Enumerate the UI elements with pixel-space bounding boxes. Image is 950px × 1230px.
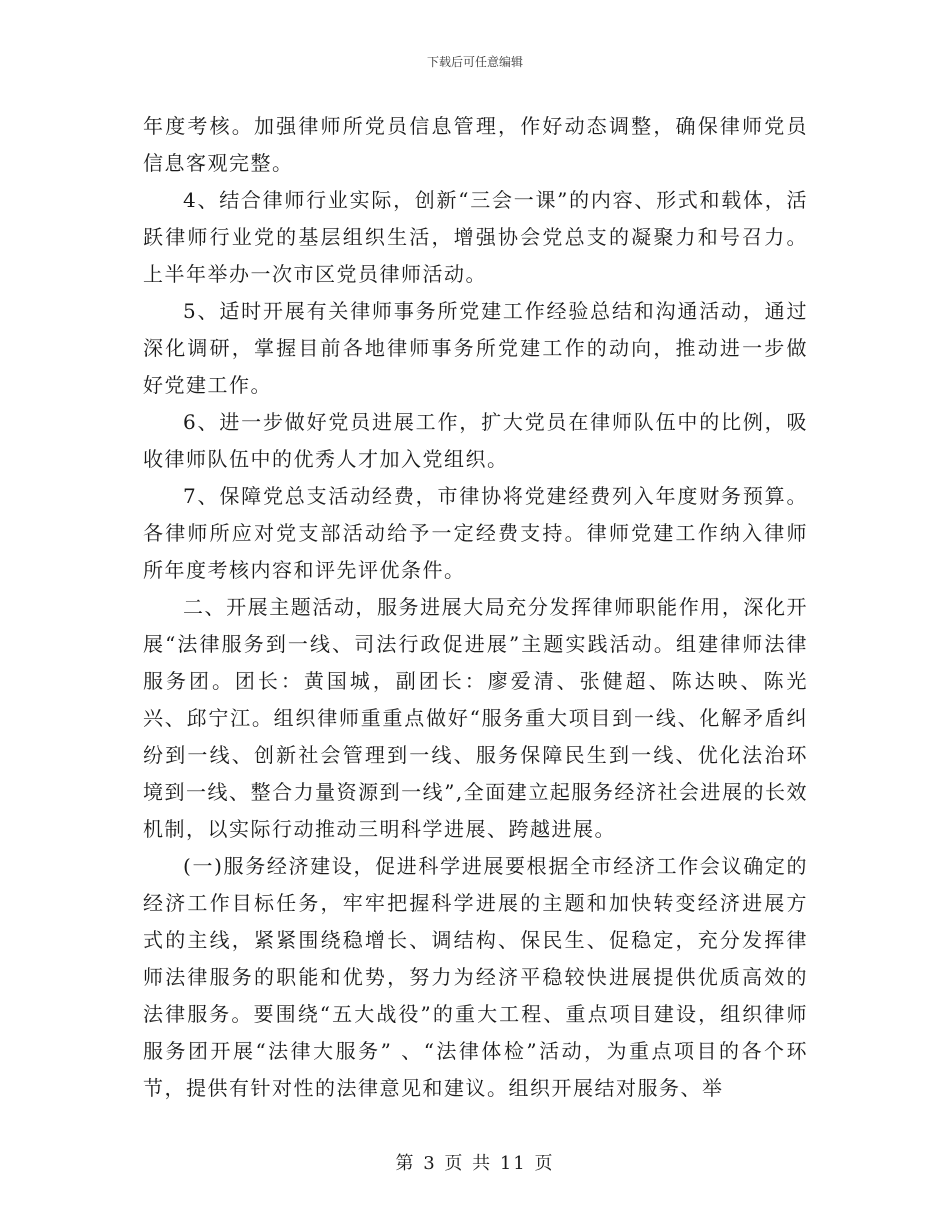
- page-number: 第 3 页 共 11 页: [395, 1153, 555, 1174]
- paragraph: 7、保障党总支活动经费，市律协将党建经费列入年度财务预算。各律师所应对党支部活动给予一定经费支持。律师党建工作纳入律师所年度考核内容和评先评优条件。: [143, 484, 808, 582]
- paragraph: 4、结合律师行业实际，创新“三会一课”的内容、形式和载体，活跃律师行业党的基层组织生活，增强协会党总支的凝聚力和号召力。 上半年举办一次市区党员律师活动。: [143, 188, 808, 286]
- paragraph: (一)服务经济建设，促进科学进展要根据全市经济工作会议确定的经济工作目标任务，牢牢把握科学进展的主题和加快转变经济进展方式的主线，紧紧围绕稳增长、调结构、保民生、促稳定，充分发挥律师法律服务的职能和优势，努力为经济平稳较快进展提供优质高效的法律服务。要围绕“五大战役”的重大工程、重点项目建设，组织律师服务团开展“法律大服务” 、“法律体检”活动，为重点项目的各个环节，提供有针对性的法律意见和建议。组织开展结对服务、举: [143, 854, 808, 1100]
- paragraph: 二、开展主题活动，服务进展大局充分发挥律师职能作用，深化开展“法律服务到一线、司法行政促进展”主题实践活动。组建律师法律服务团。团长：黄国城，副团长：廖爱清、张健超、陈达映、陈光兴、邱宁江。组织律师重重点做好“服务重大项目到一线、化解矛盾纠纷到一线、创新社会管理到一线、服务保障民生到一线、优化法治环境到一线、整合力量资源到一线”,全面建立起服务经济社会进展的长效机制，以实际行动推动三明科学进展、跨越进展。: [143, 595, 808, 841]
- paragraph: 5、适时开展有关律师事务所党建工作经验总结和沟通活动，通过深化调研，掌握目前各地律师事务所党建工作的动向，推动进一步做好党建工作。: [143, 299, 808, 397]
- paragraph: 年度考核。加强律师所党员信息管理，作好动态调整，确保律师党员信息客观完整。: [143, 114, 808, 175]
- page-header-note: 下载后可任意编辑: [426, 55, 523, 69]
- paragraph: 6、进一步做好党员进展工作，扩大党员在律师队伍中的比例，吸收律师队伍中的优秀人才加入党组织。: [143, 410, 808, 471]
- document-body: [143, 108, 808, 1107]
